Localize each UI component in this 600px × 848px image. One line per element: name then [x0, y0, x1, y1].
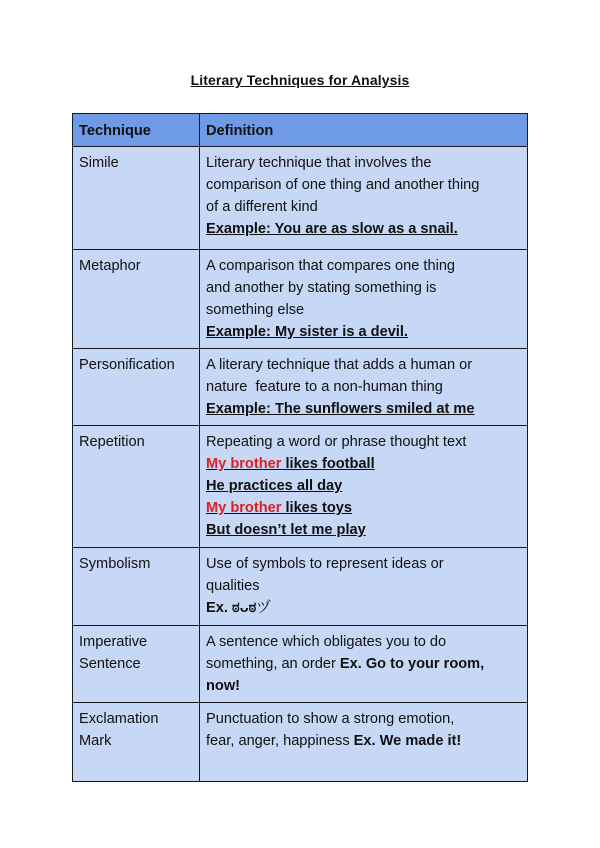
- example-exclamation: Ex. We made it!: [353, 733, 462, 749]
- repeated-phrase: My brother: [206, 456, 282, 472]
- definition-line: of a different kind: [206, 199, 318, 215]
- definition-line: and another by stating something is: [206, 280, 437, 296]
- definition-metaphor: [200, 250, 528, 349]
- term-imperative: [73, 626, 200, 703]
- definition-line: Use of symbols to represent ideas or: [206, 556, 444, 572]
- definition-text: fear, anger, happiness: [206, 733, 354, 749]
- definition-personification: [200, 349, 528, 426]
- smiley-glyph-icon: ヅ: [256, 600, 271, 616]
- term-line: Sentence: [79, 656, 141, 672]
- term-personification: Personification: [73, 349, 200, 426]
- example-simile: Example: You are as slow as a snail.: [206, 221, 458, 237]
- repetition-example-line: He practices all day: [206, 478, 343, 494]
- table-header-row: [73, 114, 528, 147]
- term-metaphor: Metaphor: [73, 250, 200, 349]
- term-line: Mark: [79, 733, 112, 749]
- definition-symbolism: [200, 548, 528, 626]
- term-line: Exclamation: [79, 711, 159, 727]
- repetition-example-line: [206, 453, 521, 475]
- definition-line: [206, 730, 521, 752]
- smiley-face-icon: ಠᴗಠ: [231, 600, 257, 616]
- table-row-exclamation: [73, 703, 528, 782]
- definition-line: Repeating a word or phrase thought text: [206, 434, 467, 450]
- example-imperative: Ex. Go to your room,: [339, 656, 485, 672]
- example-imperative-cont: now!: [206, 678, 241, 694]
- term-simile: Simile: [73, 147, 200, 250]
- definition-exclamation: [200, 703, 528, 782]
- term-repetition: Repetition: [73, 426, 200, 548]
- definition-line: A sentence which obligates you to do: [206, 634, 447, 650]
- symbol-example-line: [206, 597, 521, 619]
- document-title: Literary Techniques for Analysis: [190, 72, 410, 88]
- definition-repetition: [200, 426, 528, 548]
- term-line: Imperative: [79, 634, 148, 650]
- techniques-table: [72, 113, 528, 782]
- table-row-repetition: [73, 426, 528, 548]
- repetition-example-line: But doesn’t let me play: [206, 522, 366, 538]
- definition-line: A literary technique that adds a human or: [206, 357, 473, 373]
- definition-line: Punctuation to show a strong emotion,: [206, 711, 455, 727]
- definition-imperative: [200, 626, 528, 703]
- header-definition: Definition: [200, 114, 528, 147]
- header-technique: Technique: [73, 114, 200, 147]
- table-row-imperative: [73, 626, 528, 703]
- term-symbolism: Symbolism: [73, 548, 200, 626]
- definition-line: qualities: [206, 578, 260, 594]
- example-text: likes toys: [281, 500, 352, 516]
- definition-line: something else: [206, 302, 305, 318]
- example-personification: Example: The sunflowers smiled at me: [206, 401, 475, 417]
- repeated-phrase: My brother: [206, 500, 282, 516]
- repetition-example-line: [206, 497, 521, 519]
- table-row-simile: [73, 147, 528, 250]
- definition-text: something, an order: [206, 656, 340, 672]
- example-text: likes football: [281, 456, 375, 472]
- term-exclamation: [73, 703, 200, 782]
- table-row-metaphor: [73, 250, 528, 349]
- definition-line: nature feature to a non-human thing: [206, 379, 443, 395]
- table-row-symbolism: [73, 548, 528, 626]
- table-row-personification: [73, 349, 528, 426]
- example-metaphor: Example: My sister is a devil.: [206, 324, 408, 340]
- definition-line: Literary technique that involves the: [206, 155, 432, 171]
- definition-simile: [200, 147, 528, 250]
- definition-line: A comparison that compares one thing: [206, 258, 456, 274]
- definition-line: [206, 653, 521, 675]
- definition-line: comparison of one thing and another thing: [206, 177, 480, 193]
- example-label: Ex.: [206, 600, 232, 616]
